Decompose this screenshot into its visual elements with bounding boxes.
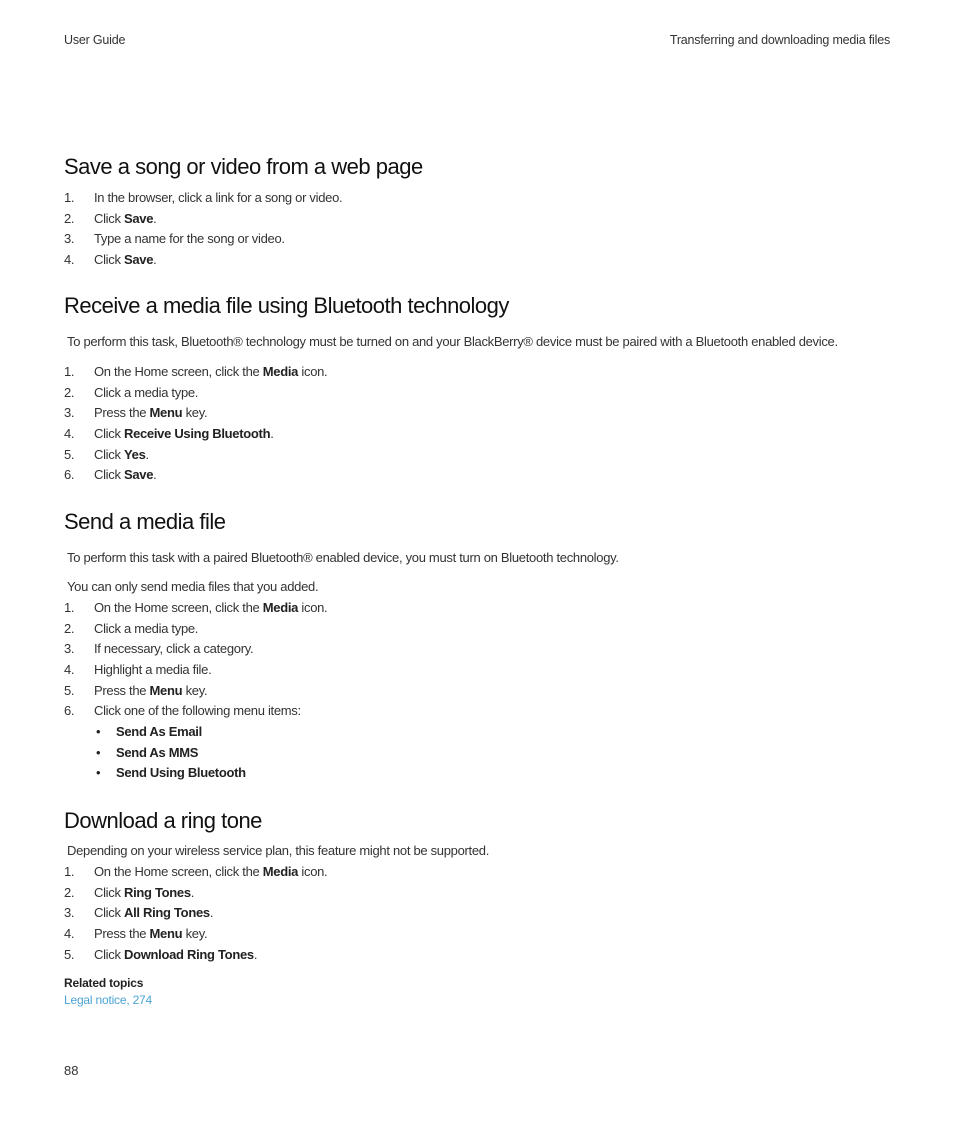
legal-notice-link[interactable]: Legal notice, 274 [64, 993, 153, 1007]
bullet-icon: • [96, 724, 101, 739]
menu-items-list [96, 722, 246, 784]
list-item: 2. Click a media type. [64, 620, 199, 636]
intro-paragraph: To perform this task with a paired Bluetooth® enabled device, you must turn on Bluetooth technology. [67, 550, 619, 565]
list-item: 3. Type a name for the song or video. [64, 231, 285, 247]
section-title: Save a song or video from a web page [64, 154, 423, 179]
running-header-left: User Guide [64, 33, 126, 47]
list-item: 6. Click one of the following menu items: [64, 703, 301, 719]
list-item: 1. On the Home screen, click the Media icon. [64, 864, 328, 879]
list-item: 1. In the browser, click a link for a song or video. [64, 190, 343, 205]
list-item: 1. On the Home screen, click the Media icon. [64, 364, 328, 379]
list-item: 4. Click Save. [64, 252, 157, 268]
steps-list [64, 188, 342, 271]
list-item: 4. Press the Menu key. [64, 926, 208, 942]
list-item: 2. Click a media type. [64, 384, 199, 400]
running-header-right: Transferring and downloading media files [669, 33, 890, 47]
list-item: • Send As Email [96, 722, 246, 743]
list-item: 3. Click All Ring Tones. [64, 905, 214, 921]
bullet-icon: • [96, 765, 101, 781]
section-title: Send a media file [64, 509, 226, 534]
list-item: • Send Using Bluetooth [96, 763, 246, 784]
steps-list [64, 598, 327, 722]
steps-list [64, 862, 327, 965]
list-item: 5. Click Download Ring Tones. [64, 946, 258, 962]
bullet-icon: • [96, 744, 101, 760]
related-topics-heading: Related topics [64, 976, 144, 990]
list-item: 1. On the Home screen, click the Media icon. [64, 600, 328, 615]
list-item: 2. Click Save. [64, 210, 157, 226]
list-item: 4. Click Receive Using Bluetooth. [64, 426, 274, 442]
section-title: Download a ring tone [64, 808, 262, 833]
intro-paragraph: Depending on your wireless service plan, this feature might not be supported. [67, 843, 490, 858]
list-item: 5. Click Yes. [64, 446, 149, 462]
list-item: 2. Click Ring Tones. [64, 884, 195, 900]
intro-paragraph: You can only send media files that you added. [67, 579, 319, 594]
page-number: 88 [64, 1063, 79, 1078]
section-title: Receive a media file using Bluetooth technology [64, 293, 509, 318]
steps-list [64, 362, 327, 486]
list-item: 3. Press the Menu key. [64, 405, 208, 421]
list-item: • Send As MMS [96, 743, 246, 764]
list-item: 6. Click Save. [64, 467, 157, 483]
list-item: 5. Press the Menu key. [64, 682, 208, 698]
list-item: 4. Highlight a media file. [64, 662, 212, 678]
list-item: 3. If necessary, click a category. [64, 641, 254, 657]
intro-paragraph: To perform this task, Bluetooth® technology must be turned on and your BlackBerry® device must be paired with a Bluetooth enabled device. [67, 334, 838, 349]
